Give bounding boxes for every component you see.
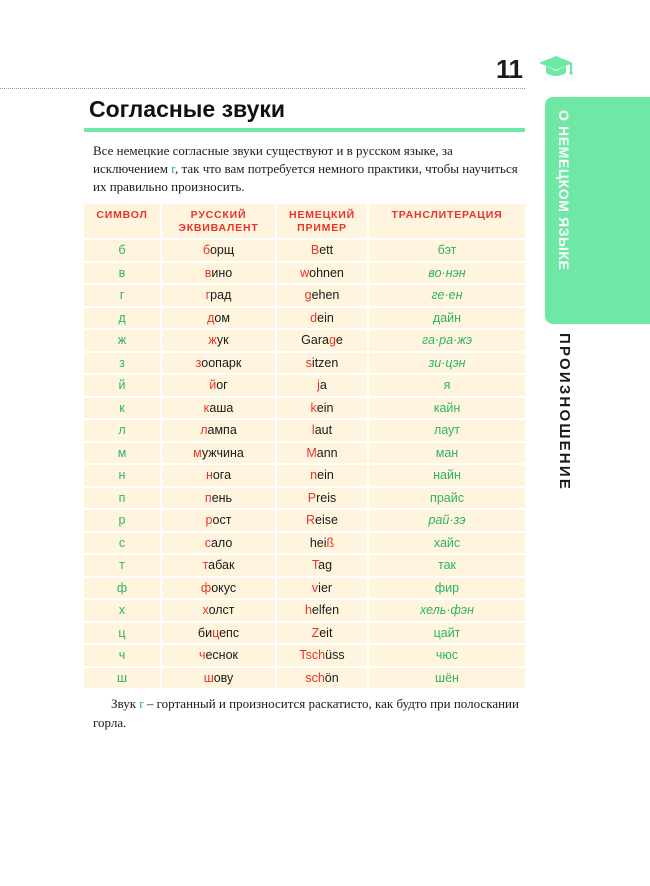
german-example-cell: [276, 577, 368, 600]
intro-text-1: Все немецкие согласные звуки существуют и в русском языке, за исключением: [93, 143, 453, 176]
word-part: орщ: [209, 243, 235, 258]
transliteration-cell: ге·ен: [368, 284, 525, 307]
highlighted-letter: ж: [208, 333, 217, 348]
highlighted-letter: k: [310, 400, 317, 415]
word-part: еснок: [205, 648, 239, 663]
word-part: reis: [316, 490, 337, 505]
german-example-cell: [276, 419, 368, 442]
table-row: [84, 419, 525, 442]
highlighted-letter: h: [304, 603, 312, 618]
word-part: рад: [210, 288, 232, 303]
word-part: aut: [314, 423, 333, 438]
transliteration-cell: шён: [368, 667, 525, 689]
highlighted-letter: ф: [200, 580, 212, 595]
word-part: ога: [212, 468, 232, 483]
chapter-tab-label: О НЕМЕЦКОМ ЯЗЫКЕ: [556, 110, 572, 271]
german-example-cell: [276, 487, 368, 510]
symbol-cell: с: [84, 532, 161, 555]
highlighted-letter: w: [300, 265, 310, 280]
highlighted-letter: з: [195, 355, 202, 370]
highlighted-letter: s: [305, 355, 312, 370]
word-part: абак: [208, 558, 235, 573]
table-row: [84, 599, 525, 622]
russian-example-cell: [161, 352, 276, 375]
german-example-cell: [276, 554, 368, 577]
intro-highlight: r: [171, 161, 176, 176]
word-part: e: [335, 333, 343, 348]
transliteration-cell: га·ра·жэ: [368, 329, 525, 352]
word-part: епс: [219, 625, 240, 640]
header-transliteration: ТРАНСЛИТЕРАЦИЯ: [368, 204, 525, 239]
word-part: олст: [208, 603, 235, 618]
german-example-cell: [276, 329, 368, 352]
word-part: ом: [214, 310, 230, 325]
highlighted-letter: б: [202, 243, 210, 258]
outro-text-1: Звук: [111, 696, 140, 711]
word-part: ein: [317, 468, 334, 483]
highlighted-letter: ß: [326, 535, 335, 550]
table-row: [84, 667, 525, 689]
symbol-cell: м: [84, 442, 161, 465]
transliteration-cell: цайт: [368, 622, 525, 645]
word-part: elfen: [311, 603, 340, 618]
table-row: [84, 307, 525, 330]
highlighted-letter: j: [317, 378, 320, 393]
table-row: [84, 374, 525, 397]
outro-text-2: – гортанный и произносится раскатисто, как будто при полоскании горла.: [93, 696, 519, 730]
word-part: ову: [213, 670, 234, 685]
symbol-cell: ф: [84, 577, 161, 600]
word-part: ост: [212, 513, 232, 528]
russian-example-cell: [161, 442, 276, 465]
russian-example-cell: [161, 329, 276, 352]
table-row: [84, 577, 525, 600]
german-example-cell: [276, 667, 368, 689]
table-row: [84, 397, 525, 420]
highlighted-letter: в: [204, 265, 212, 280]
german-example-cell: [276, 284, 368, 307]
table-row: [84, 464, 525, 487]
highlighted-letter: г: [205, 288, 211, 303]
russian-example-cell: [161, 599, 276, 622]
russian-example-cell: [161, 667, 276, 689]
transliteration-cell: во·нэн: [368, 262, 525, 285]
table-row: [84, 644, 525, 667]
transliteration-cell: хель·фэн: [368, 599, 525, 622]
highlighted-letter: п: [204, 490, 212, 505]
symbol-cell: р: [84, 509, 161, 532]
highlighted-letter: х: [202, 603, 209, 618]
outro-paragraph: [93, 694, 525, 732]
russian-example-cell: [161, 307, 276, 330]
highlighted-letter: д: [207, 310, 215, 325]
highlighted-letter: л: [200, 423, 208, 438]
word-part: eit: [319, 625, 333, 640]
russian-example-cell: [161, 262, 276, 285]
symbol-cell: ц: [84, 622, 161, 645]
page-title: Согласные звуки: [89, 96, 286, 122]
table-body: [84, 239, 525, 688]
symbol-cell: з: [84, 352, 161, 375]
highlighted-letter: P: [307, 490, 317, 505]
table-row: [84, 622, 525, 645]
german-example-cell: [276, 532, 368, 555]
intro-paragraph: [93, 142, 525, 196]
outro-highlight: r: [139, 696, 144, 711]
table-row: [84, 284, 525, 307]
russian-example-cell: [161, 554, 276, 577]
symbol-cell: ч: [84, 644, 161, 667]
header-divider: [0, 88, 525, 89]
highlighted-letter: й: [209, 378, 217, 393]
table-row: [84, 487, 525, 510]
consonants-table: [84, 204, 525, 688]
table-row: [84, 509, 525, 532]
russian-example-cell: [161, 397, 276, 420]
german-example-cell: [276, 307, 368, 330]
german-example-cell: [276, 644, 368, 667]
word-part: itzen: [311, 355, 339, 370]
highlighted-letter: n: [310, 468, 318, 483]
highlighted-letter: M: [306, 445, 317, 460]
russian-example-cell: [161, 374, 276, 397]
german-example-cell: [276, 352, 368, 375]
transliteration-cell: хайс: [368, 532, 525, 555]
german-example-cell: [276, 262, 368, 285]
title-underline: [84, 128, 525, 132]
table-row: [84, 442, 525, 465]
transliteration-cell: лаут: [368, 419, 525, 442]
transliteration-cell: бэт: [368, 239, 525, 262]
table-row: [84, 554, 525, 577]
table-row: [84, 329, 525, 352]
russian-example-cell: [161, 284, 276, 307]
russian-example-cell: [161, 532, 276, 555]
russian-example-cell: [161, 464, 276, 487]
symbol-cell: к: [84, 397, 161, 420]
highlighted-letter: м: [193, 445, 202, 460]
word-part: hei: [309, 535, 327, 550]
intro-text-2: , так что вам потребуется немного практики, чтобы научиться их правильно произносить.: [93, 161, 518, 194]
symbol-cell: г: [84, 284, 161, 307]
highlighted-letter: н: [205, 468, 213, 483]
transliteration-cell: зи·цэн: [368, 352, 525, 375]
german-example-cell: [276, 374, 368, 397]
highlighted-letter: Tsch: [299, 648, 326, 663]
highlighted-letter: B: [310, 243, 320, 258]
german-example-cell: [276, 442, 368, 465]
word-part: ön: [324, 670, 339, 685]
word-part: ein: [316, 400, 334, 415]
word-part: ier: [318, 580, 333, 595]
highlighted-letter: l: [311, 423, 315, 438]
symbol-cell: б: [84, 239, 161, 262]
header-german-example: НЕМЕЦКИЙ ПРИМЕР: [276, 204, 368, 239]
russian-example-cell: [161, 509, 276, 532]
symbol-cell: л: [84, 419, 161, 442]
highlighted-letter: ч: [198, 648, 206, 663]
russian-example-cell: [161, 644, 276, 667]
table-row: [84, 532, 525, 555]
header-symbol: СИМВОЛ: [84, 204, 161, 239]
russian-example-cell: [161, 239, 276, 262]
word-part: ann: [316, 445, 338, 460]
transliteration-cell: прайс: [368, 487, 525, 510]
transliteration-cell: найн: [368, 464, 525, 487]
russian-example-cell: [161, 622, 276, 645]
word-part: оопарк: [201, 355, 242, 370]
german-example-cell: [276, 239, 368, 262]
german-example-cell: [276, 622, 368, 645]
word-part: ук: [216, 333, 229, 348]
table-row: [84, 352, 525, 375]
russian-example-cell: [161, 487, 276, 510]
header-russian-equivalent: РУССКИЙ ЭКВИВАЛЕНТ: [161, 204, 276, 239]
table-header-row: [84, 204, 525, 239]
word-part: ог: [216, 378, 228, 393]
word-part: eise: [315, 513, 338, 528]
word-part: ett: [319, 243, 334, 258]
highlighted-letter: с: [204, 535, 211, 550]
german-example-cell: [276, 464, 368, 487]
highlighted-letter: т: [202, 558, 209, 573]
transliteration-cell: так: [368, 554, 525, 577]
highlighted-letter: d: [310, 310, 318, 325]
transliteration-cell: ман: [368, 442, 525, 465]
highlighted-letter: T: [311, 558, 319, 573]
transliteration-cell: дайн: [368, 307, 525, 330]
german-example-cell: [276, 599, 368, 622]
symbol-cell: д: [84, 307, 161, 330]
graduation-cap-icon: [538, 54, 574, 80]
word-part: üss: [325, 648, 345, 663]
symbol-cell: ш: [84, 667, 161, 689]
highlighted-letter: Z: [311, 625, 320, 640]
symbol-cell: н: [84, 464, 161, 487]
table-row: [84, 239, 525, 262]
german-example-cell: [276, 509, 368, 532]
russian-example-cell: [161, 419, 276, 442]
symbol-cell: й: [84, 374, 161, 397]
symbol-cell: п: [84, 487, 161, 510]
word-part: ohnen: [309, 265, 344, 280]
word-part: ень: [211, 490, 233, 505]
word-part: ag: [318, 558, 333, 573]
highlighted-letter: к: [203, 400, 210, 415]
highlighted-letter: sch: [305, 670, 325, 685]
section-label: ПРОИЗНОШЕНИЕ: [556, 333, 573, 492]
transliteration-cell: фир: [368, 577, 525, 600]
word-part: ало: [210, 535, 233, 550]
symbol-cell: х: [84, 599, 161, 622]
highlighted-letter: g: [328, 333, 336, 348]
word-part: ино: [211, 265, 233, 280]
word-part: ампа: [207, 423, 237, 438]
highlighted-letter: р: [205, 513, 213, 528]
highlighted-letter: R: [306, 513, 316, 528]
highlighted-letter: v: [311, 580, 319, 595]
word-part: окус: [211, 580, 237, 595]
symbol-cell: т: [84, 554, 161, 577]
transliteration-cell: чюс: [368, 644, 525, 667]
transliteration-cell: я: [368, 374, 525, 397]
word-part: Gara: [301, 333, 329, 348]
word-part: аша: [209, 400, 234, 415]
page-number: 11: [496, 54, 523, 84]
word-part: ein: [317, 310, 334, 325]
word-part: ehen: [311, 288, 340, 303]
transliteration-cell: рай·зэ: [368, 509, 525, 532]
transliteration-cell: кайн: [368, 397, 525, 420]
russian-example-cell: [161, 577, 276, 600]
table-row: [84, 262, 525, 285]
symbol-cell: ж: [84, 329, 161, 352]
highlighted-letter: ц: [212, 625, 220, 640]
highlighted-letter: ш: [203, 670, 214, 685]
word-part: a: [319, 378, 327, 393]
word-part: би: [197, 625, 213, 640]
highlighted-letter: g: [304, 288, 312, 303]
german-example-cell: [276, 397, 368, 420]
word-part: ужчина: [201, 445, 244, 460]
symbol-cell: в: [84, 262, 161, 285]
